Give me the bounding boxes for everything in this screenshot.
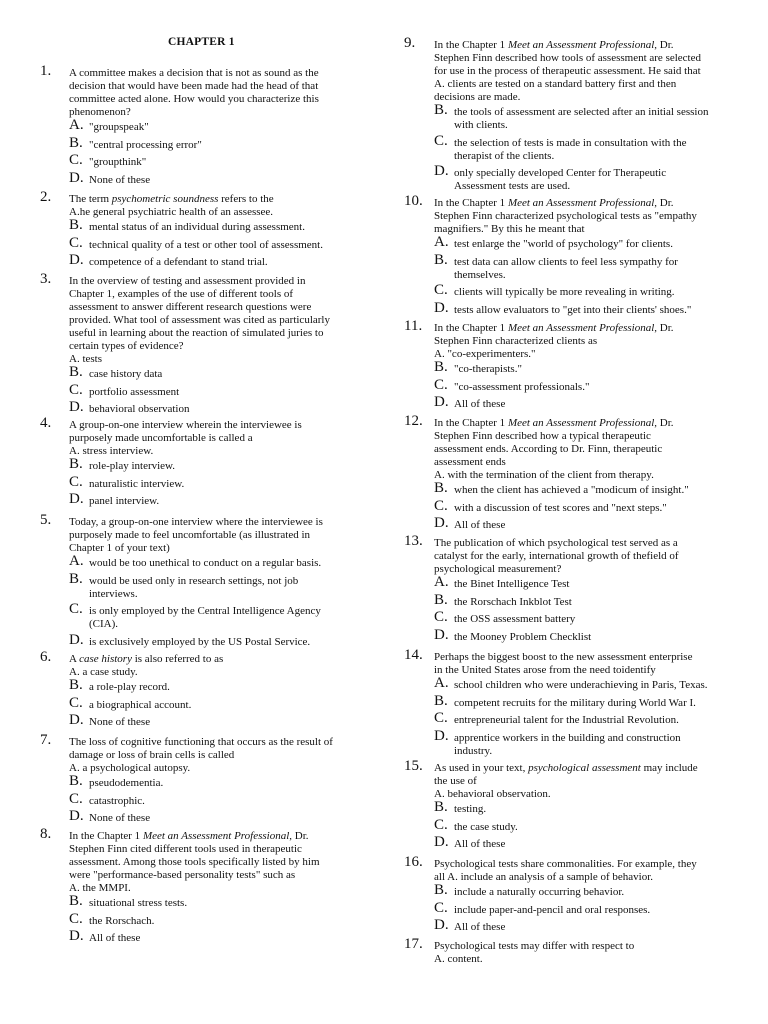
question-stem-line: magnifiers." By this he meant that bbox=[434, 223, 585, 235]
option-letter: C. bbox=[434, 710, 448, 726]
option-text bbox=[89, 932, 140, 945]
question-number: 6. bbox=[40, 649, 52, 665]
question-number: 7. bbox=[40, 732, 52, 748]
option-letter: D. bbox=[434, 394, 449, 410]
option-letter: C. bbox=[69, 601, 83, 617]
option-letter: D. bbox=[69, 491, 84, 507]
question-stem-line: catalyst for the early, international growth of thefield of bbox=[434, 550, 679, 562]
option-letter: B. bbox=[434, 102, 448, 118]
stem-suffix: is also referred to as bbox=[131, 653, 224, 665]
question-stem-line: Psychological tests may differ with respect to bbox=[434, 940, 635, 952]
question-stem-line bbox=[434, 417, 674, 430]
option-text bbox=[89, 256, 268, 269]
inline-option-a[interactable]: A. a case study. bbox=[69, 666, 138, 678]
stem-prefix: The term bbox=[69, 193, 112, 205]
question-stem-line: assessment. Among those tools specifically listed by him bbox=[69, 856, 320, 868]
option-letter: B. bbox=[434, 251, 448, 268]
option-text-line: the Mooney Problem Checklist bbox=[454, 630, 592, 643]
option-letter: D. bbox=[434, 515, 449, 531]
option-text bbox=[454, 137, 686, 163]
option-letter: D. bbox=[434, 163, 449, 179]
option-text-line: tests allow evaluators to "get into their clients' shoes." bbox=[454, 303, 692, 316]
page-title: CHAPTER 1 bbox=[168, 36, 235, 48]
option-text-line: behavioral observation bbox=[89, 403, 190, 415]
option-text bbox=[454, 838, 505, 851]
option-text bbox=[89, 557, 321, 570]
stem-prefix: In the Chapter 1 bbox=[434, 322, 508, 334]
question-stem-line: Chapter 1, examples of the use of different tools of bbox=[69, 288, 294, 300]
option-text bbox=[454, 304, 691, 317]
option-text bbox=[89, 386, 179, 399]
option-text bbox=[454, 398, 505, 411]
option-letter: B. bbox=[434, 882, 448, 898]
question-stem bbox=[434, 651, 692, 677]
question-stem-line: provided. What tool of assessment was cited as particularly bbox=[69, 314, 330, 326]
option-text-line: "co-assessment professionals." bbox=[454, 380, 590, 393]
question-stem-line: for use in the process of therapeutic assessment. He said that bbox=[434, 65, 701, 77]
question-stem bbox=[434, 537, 679, 576]
option-text-line: a role-play record. bbox=[89, 681, 170, 693]
option-text-line: include a naturally occurring behavior. bbox=[454, 886, 625, 898]
option-text bbox=[454, 613, 575, 626]
option-text-line: case history data bbox=[89, 368, 163, 380]
question-stem-line: certain types of evidence? bbox=[69, 340, 184, 352]
option-text bbox=[89, 121, 149, 134]
option-text bbox=[454, 363, 522, 376]
question-stem-line: phenomenon? bbox=[69, 106, 131, 118]
option-text bbox=[454, 502, 667, 515]
stem-prefix: In the Chapter 1 bbox=[434, 39, 508, 51]
option-text-line: "groupthink" bbox=[89, 156, 147, 168]
option-text bbox=[89, 478, 184, 491]
option-text-line: testing. bbox=[454, 803, 487, 815]
question-stem-line: purposely made to feel uncomfortable (as illustrated in bbox=[69, 529, 311, 541]
inline-option-a[interactable]: A. "co-experimenters." bbox=[434, 348, 536, 360]
question-stem-line: damage or loss of brain cells is called bbox=[69, 749, 235, 761]
option-text-line: role-play interview. bbox=[89, 460, 176, 472]
question-stem-line: Stephen Finn characterized clients as bbox=[434, 335, 598, 347]
stem-prefix: In the Chapter 1 bbox=[69, 830, 143, 842]
stem-italic-term: psychological assessment bbox=[528, 762, 641, 774]
stem-suffix: , Dr. bbox=[654, 197, 674, 209]
inline-option-a[interactable]: A.he general psychiatric health of an assessee. bbox=[69, 206, 274, 218]
question-stem-line: Stephen Finn cited different tools used in therapeutic bbox=[69, 843, 302, 855]
question-stem bbox=[434, 322, 674, 361]
option-letter: B. bbox=[69, 364, 83, 380]
stem-italic-term: Meet an Assessment Professional bbox=[507, 39, 655, 51]
question-stem bbox=[434, 417, 674, 482]
question-number: 2. bbox=[40, 189, 52, 205]
question-stem-line: The loss of cognitive functioning that occurs as the result of bbox=[69, 736, 333, 748]
stem-italic-term: case history bbox=[79, 653, 132, 665]
option-letter: B. bbox=[434, 591, 448, 608]
option-text bbox=[454, 238, 673, 251]
question-stem-line: Psychological tests share commonalities. For example, they bbox=[434, 858, 697, 870]
option-text bbox=[89, 139, 202, 152]
option-text bbox=[89, 897, 187, 910]
question-stem-line: psychological measurement? bbox=[434, 563, 562, 575]
option-text-line: would be too unethical to conduct on a regular basis. bbox=[89, 557, 322, 569]
option-text bbox=[454, 714, 679, 727]
option-letter: B. bbox=[69, 456, 83, 472]
option-text-line: "co-therapists." bbox=[454, 363, 522, 375]
question-stem-line bbox=[69, 193, 274, 206]
option-text-line: All of these bbox=[454, 838, 506, 850]
question-stem-line: in the United States arose from the need toidentify bbox=[434, 664, 656, 676]
question-stem-line bbox=[434, 197, 697, 210]
option-text bbox=[454, 578, 569, 591]
option-text bbox=[89, 605, 321, 631]
option-text-line: None of these bbox=[89, 173, 151, 186]
question-stem-line: A committee makes a decision that is not as sound as the bbox=[69, 67, 319, 79]
question-stem bbox=[434, 762, 698, 801]
question-stem-line: Stephen Finn described how tools of assessment are selected bbox=[434, 52, 701, 64]
option-letter: C. bbox=[69, 694, 83, 711]
question-stem-line: A group-on-one interview wherein the interviewee is bbox=[69, 419, 302, 431]
option-text-line: therapist of the clients. bbox=[454, 149, 555, 162]
question-number: 3. bbox=[40, 271, 52, 287]
option-text-line: when the client has achieved a "modicum of insight." bbox=[454, 484, 689, 496]
option-text bbox=[454, 106, 708, 132]
option-text-line: "groupspeak" bbox=[89, 121, 149, 133]
option-letter: B. bbox=[69, 570, 83, 587]
option-text-line: the tools of assessment are selected after an initial session bbox=[454, 106, 709, 118]
question-number: 15. bbox=[404, 758, 423, 774]
option-text-line: school children who were underachieving in Paris, Texas. bbox=[454, 679, 708, 691]
option-text bbox=[89, 156, 146, 169]
question-number: 8. bbox=[40, 826, 52, 842]
option-text bbox=[454, 732, 681, 758]
question-stem-line: Stephen Finn characterized psychological tests as "empathy bbox=[434, 210, 697, 222]
question-stem-line: Perhaps the biggest boost to the new assessment enterprise bbox=[434, 651, 693, 663]
question-number: 1. bbox=[40, 63, 52, 79]
inline-option-a[interactable]: A. behavioral observation. bbox=[434, 788, 551, 800]
inline-option-a[interactable]: A. the MMPI. bbox=[69, 882, 131, 894]
option-text-line: the case study. bbox=[454, 820, 518, 833]
question-stem-line bbox=[434, 322, 674, 335]
option-letter: C. bbox=[69, 152, 83, 168]
stem-suffix: , Dr. bbox=[654, 39, 674, 51]
question-stem bbox=[69, 193, 274, 219]
option-letter: D. bbox=[69, 252, 84, 268]
stem-suffix: , Dr. bbox=[654, 322, 674, 334]
question-stem-line bbox=[69, 653, 223, 666]
option-text-line: the Binet Intelligence Test bbox=[454, 578, 570, 590]
option-letter: D. bbox=[69, 399, 84, 415]
option-letter: B. bbox=[69, 893, 83, 909]
question-stem-line: were "performance-based personality tests" such as bbox=[69, 869, 296, 881]
option-text bbox=[454, 519, 505, 532]
option-letter: B. bbox=[69, 217, 83, 233]
option-letter: D. bbox=[434, 834, 449, 850]
option-text-line: (CIA). bbox=[89, 618, 119, 630]
option-letter: A. bbox=[69, 117, 84, 133]
option-letter: C. bbox=[69, 381, 83, 398]
option-text-line: clients will typically be more revealing in writing. bbox=[454, 286, 675, 298]
question-stem-line: A. clients are tested on a standard battery first and then bbox=[434, 78, 677, 90]
option-letter: A. bbox=[69, 553, 84, 569]
option-text-line: interviews. bbox=[89, 587, 138, 600]
question-stem-line: decisions are made. bbox=[434, 91, 521, 103]
option-text-line: test enlarge the "world of psychology" for clients. bbox=[454, 238, 673, 250]
option-text bbox=[89, 495, 159, 508]
option-letter: C. bbox=[434, 376, 448, 393]
option-text-line: apprentice workers in the building and construction bbox=[454, 731, 681, 744]
option-text-line: test data can allow clients to feel less sympathy for bbox=[454, 255, 678, 268]
stem-prefix: A bbox=[69, 653, 80, 665]
option-letter: C. bbox=[434, 609, 448, 625]
option-text-line: the selection of tests is made in consultation with the bbox=[454, 136, 687, 149]
option-letter: C. bbox=[434, 282, 448, 298]
option-text-line: naturalistic interview. bbox=[89, 477, 185, 490]
option-text-line: All of these bbox=[454, 519, 506, 531]
question-stem-line bbox=[69, 830, 320, 843]
option-text bbox=[454, 904, 650, 917]
option-text bbox=[454, 886, 624, 899]
stem-italic-term: psychometric soundness bbox=[111, 193, 219, 205]
question-stem-line: committee acted alone. How would you characterize this bbox=[69, 93, 319, 105]
option-letter: D. bbox=[69, 631, 84, 648]
question-stem bbox=[434, 858, 697, 884]
option-text-line: All of these bbox=[454, 398, 506, 410]
question-number: 14. bbox=[404, 647, 423, 663]
option-letter: D. bbox=[69, 808, 84, 824]
option-text-line: technical quality of a test or other tool of assessment. bbox=[89, 238, 323, 251]
option-letter: D. bbox=[434, 727, 449, 744]
option-text-line: the Rorschach. bbox=[89, 914, 155, 927]
option-text bbox=[454, 631, 591, 644]
question-stem-line: all A. include an analysis of a sample of behavior. bbox=[434, 871, 654, 883]
option-text-line: All of these bbox=[89, 932, 141, 944]
question-stem bbox=[69, 419, 302, 458]
option-text bbox=[454, 381, 589, 394]
option-text bbox=[454, 167, 666, 193]
option-letter: C. bbox=[69, 910, 83, 927]
question-stem-line: assessment to answer different research questions were bbox=[69, 301, 312, 313]
inline-option-a[interactable]: A. stress interview. bbox=[69, 445, 154, 457]
option-text bbox=[89, 575, 298, 601]
stem-prefix: In the Chapter 1 bbox=[434, 197, 508, 209]
question-stem-line bbox=[434, 39, 701, 52]
question-stem bbox=[69, 275, 330, 366]
stem-suffix: refers to the bbox=[218, 193, 274, 205]
question-stem-line: The publication of which psychological test served as a bbox=[434, 537, 678, 549]
option-text-line: industry. bbox=[454, 744, 493, 757]
option-text-line: None of these bbox=[89, 716, 151, 728]
question-number: 10. bbox=[404, 193, 423, 209]
stem-prefix: As used in your text, bbox=[434, 762, 529, 774]
option-letter: B. bbox=[434, 692, 448, 709]
option-letter: C. bbox=[69, 473, 83, 490]
option-text bbox=[454, 596, 572, 609]
question-stem-line: useful in learning about the reaction of simulated juries to bbox=[69, 327, 324, 339]
option-text bbox=[89, 681, 170, 694]
question-number: 16. bbox=[404, 854, 423, 870]
question-stem bbox=[69, 830, 320, 895]
option-letter: C. bbox=[434, 899, 448, 916]
stem-italic-term: Meet an Assessment Professional bbox=[507, 322, 655, 334]
option-letter: D. bbox=[434, 626, 449, 643]
option-text bbox=[89, 915, 154, 928]
question-number: 9. bbox=[404, 35, 416, 51]
question-number: 17. bbox=[404, 936, 423, 952]
stem-suffix: may include bbox=[640, 762, 698, 774]
option-text bbox=[454, 256, 678, 282]
option-text bbox=[454, 803, 486, 816]
option-text-line: All of these bbox=[454, 921, 506, 933]
option-text bbox=[454, 921, 505, 934]
option-letter: A. bbox=[434, 574, 449, 590]
option-text-line: with a discussion of test scores and "next steps." bbox=[454, 501, 667, 514]
option-letter: C. bbox=[69, 234, 83, 251]
option-text-line: entrepreneurial talent for the Industrial Revolution. bbox=[454, 714, 679, 726]
question-stem-line: Stephen Finn described how a typical therapeutic bbox=[434, 430, 651, 442]
question-number: 13. bbox=[404, 533, 423, 549]
stem-prefix: In the Chapter 1 bbox=[434, 417, 508, 429]
option-letter: A. bbox=[434, 234, 449, 250]
option-text-line: is exclusively employed by the US Postal Service. bbox=[89, 635, 311, 648]
option-text bbox=[89, 368, 162, 381]
option-letter: B. bbox=[434, 799, 448, 815]
inline-option-a[interactable]: A. tests bbox=[69, 353, 102, 365]
option-text-line: with clients. bbox=[454, 119, 508, 131]
option-letter: D. bbox=[434, 299, 449, 316]
question-stem-line: In the overview of testing and assessment provided in bbox=[69, 275, 306, 287]
question-number: 12. bbox=[404, 413, 423, 429]
stem-italic-term: Meet an Assessment Professional bbox=[142, 830, 290, 842]
option-letter: B. bbox=[69, 773, 83, 789]
option-text-line: portfolio assessment bbox=[89, 385, 180, 398]
option-letter: B. bbox=[69, 677, 83, 693]
option-text bbox=[454, 679, 707, 692]
option-letter: D. bbox=[69, 169, 84, 186]
option-text-line: the OSS assessment battery bbox=[454, 613, 576, 625]
option-text bbox=[454, 484, 689, 497]
option-letter: C. bbox=[434, 497, 448, 514]
question-stem-line: decision that would have been made had the head of that bbox=[69, 80, 319, 92]
option-text bbox=[454, 697, 696, 710]
question-stem-line: Chapter 1 of your text) bbox=[69, 542, 170, 554]
option-text-line: panel interview. bbox=[89, 495, 160, 507]
option-text-line: the Rorschach Inkblot Test bbox=[454, 595, 572, 608]
option-text-line: situational stress tests. bbox=[89, 897, 188, 909]
option-letter: D. bbox=[434, 917, 449, 933]
option-text bbox=[89, 403, 190, 416]
option-text bbox=[89, 636, 310, 649]
option-text-line: mental status of an individual during assessment. bbox=[89, 221, 305, 233]
question-stem-line: assessment ends. According to Dr. Finn, therapeutic bbox=[434, 443, 663, 455]
option-text-line: is only employed by the Central Intelligence Agency bbox=[89, 605, 321, 617]
option-text bbox=[89, 699, 191, 712]
option-text bbox=[454, 821, 518, 834]
question-stem-line bbox=[434, 762, 698, 775]
stem-italic-term: Meet an Assessment Professional bbox=[507, 197, 655, 209]
option-letter: A. bbox=[434, 675, 449, 691]
question-stem-line: Today, a group-on-one interview where the interviewee is bbox=[69, 516, 323, 528]
option-text bbox=[89, 221, 305, 234]
option-letter: C. bbox=[434, 816, 448, 833]
option-letter: B. bbox=[69, 134, 83, 151]
option-text bbox=[89, 777, 163, 790]
question-stem bbox=[69, 653, 223, 679]
option-text-line: "central processing error" bbox=[89, 138, 202, 151]
question-stem-line: assessment ends bbox=[434, 456, 506, 468]
option-text-line: competent recruits for the military during World War I. bbox=[454, 696, 696, 709]
option-text-line: a biographical account. bbox=[89, 698, 192, 711]
question-stem-line: the use of bbox=[434, 775, 477, 787]
question-stem bbox=[69, 736, 333, 775]
option-text bbox=[89, 812, 150, 825]
inline-option-a[interactable]: A. with the termination of the client from therapy. bbox=[434, 469, 654, 481]
option-text bbox=[89, 716, 150, 729]
inline-option-a[interactable]: A. content. bbox=[434, 953, 483, 965]
stem-italic-term: Meet an Assessment Professional bbox=[507, 417, 655, 429]
option-letter: B. bbox=[434, 480, 448, 496]
inline-option-a[interactable]: A. a psychological autopsy. bbox=[69, 762, 191, 774]
option-text bbox=[89, 174, 150, 187]
question-number: 5. bbox=[40, 512, 52, 528]
question-stem bbox=[434, 197, 697, 236]
option-text bbox=[454, 286, 675, 299]
question-stem-line: purposely made uncomfortable is called a bbox=[69, 432, 253, 444]
option-text-line: themselves. bbox=[454, 268, 506, 281]
option-text bbox=[89, 460, 175, 473]
stem-suffix: , Dr. bbox=[654, 417, 674, 429]
option-letter: D. bbox=[69, 928, 84, 944]
option-text-line: would be used only in research settings, not job bbox=[89, 574, 299, 587]
option-text bbox=[89, 239, 323, 252]
option-letter: C. bbox=[69, 790, 83, 807]
question-stem bbox=[434, 940, 634, 966]
option-text-line: only specially developed Center for Therapeutic bbox=[454, 167, 667, 179]
question-number: 11. bbox=[404, 318, 423, 334]
option-text-line: include paper-and-pencil and oral responses. bbox=[454, 903, 651, 916]
option-text-line: competence of a defendant to stand trial. bbox=[89, 256, 268, 268]
option-text bbox=[89, 795, 145, 808]
option-text-line: pseudodementia. bbox=[89, 777, 164, 789]
question-stem bbox=[434, 39, 701, 104]
option-text-line: Assessment tests are used. bbox=[454, 180, 571, 192]
option-text-line: None of these bbox=[89, 812, 151, 824]
question-number: 4. bbox=[40, 415, 52, 431]
stem-suffix: , Dr. bbox=[289, 830, 309, 842]
option-letter: D. bbox=[69, 712, 84, 728]
option-letter: B. bbox=[434, 359, 448, 375]
option-letter: C. bbox=[434, 132, 448, 149]
question-stem bbox=[69, 516, 323, 555]
option-text-line: catastrophic. bbox=[89, 794, 145, 807]
question-stem bbox=[69, 67, 319, 119]
